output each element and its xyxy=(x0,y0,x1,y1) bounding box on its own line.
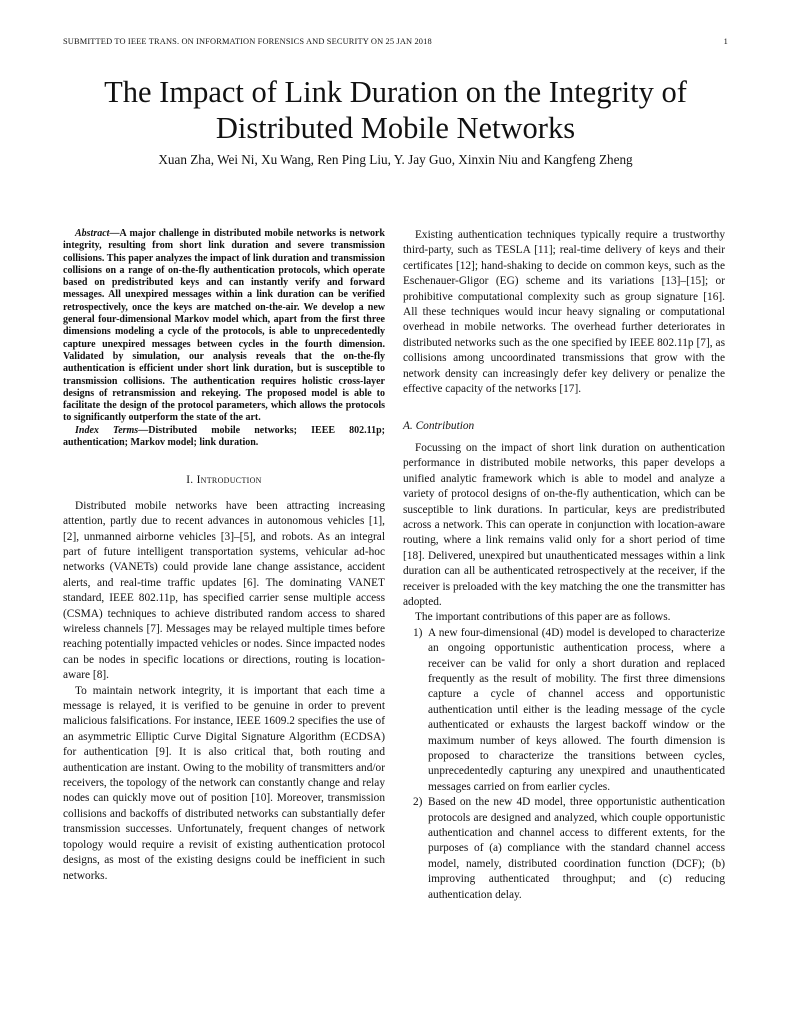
page-number: 1 xyxy=(723,37,728,46)
right-column xyxy=(403,228,725,903)
running-header xyxy=(63,37,728,46)
running-title: SUBMITTED TO IEEE TRANS. ON INFORMATION FORENSICS AND SECURITY ON 25 JAN 2018 xyxy=(63,37,432,46)
abstract xyxy=(63,228,385,425)
left-column xyxy=(63,228,385,884)
abstract-label: Abstract xyxy=(75,228,110,239)
contribution-list xyxy=(403,626,725,903)
paper-title-line-2: Distributed Mobile Networks xyxy=(215,111,576,145)
index-terms xyxy=(63,425,385,450)
list-item xyxy=(403,795,725,903)
paper-title-line-1: The Impact of Link Duration on the Integrity of xyxy=(104,75,687,109)
section-title: Introduction xyxy=(196,474,262,487)
abstract-text: —A major challenge in distributed mobile networks is network integrity, resulting from short link duration and severe transmission collisions. This paper analyzes the impact of link duration and transmission collisions on a range of on-the-fly authentication protocols, which operate based on predistributed keys and can instantly verify and forward messages. All unexpired messages within a link duration can be verified retrospectively, once the keys are matched on-the-air. We develop a new general four-dimensional Markov model which, apart from the first three dimensions modeling a cycle of the protocols, is able to unprecedentedly capture unexpired messages between cycles in the fourth dimension. Validated by simulation, our analysis reveals that the on-the-fly authentication is efficient under short link duration, but is susceptible to transmission collisions. The authentication requires holistic cross-layer designs of retransmission and rekeying. The proposed model is able to facilitate the design of the protocol parameters, which allows the protocols to significantly outperform the state of the art. xyxy=(63,228,385,424)
author-list: Xuan Zha, Wei Ni, Xu Wang, Ren Ping Liu, Y. Jay Guo, Xinxin Niu and Kangfeng Zheng xyxy=(158,152,633,167)
list-item-text: Based on the new 4D model, three opportunistic authentication protocols are designed and analyzed, which couple opportunistic authentication and channel access to different extents, for the purposes of (a) compliance with the standard channel access model, namely, distributed coordination function (DCF); (b) improving authenticated throughput; and (c) reducing authentication delay. xyxy=(428,796,725,901)
contribution-paragraph-1: Focussing on the impact of short link duration on authentication performance in distributed mobile networks, this paper develops a unified analytic framework which is able to model and analyze a variety of protocol designs of on-the-fly authentication, which can be susceptible to link durations. In particular, keys are predistributed across a network. This can operate in conjunction with location-aware routing, where a link remains valid only for a short period of time [18]. Delivered, unexpired but unauthenticated messages within a link duration can all be authenticated retrospectively at the receiver, if the receiver is preloaded with the key matching the one the transmitter has adopted. xyxy=(403,441,725,608)
list-item xyxy=(403,626,725,795)
paper-title xyxy=(40,74,751,146)
list-item-number: 2) xyxy=(413,796,423,809)
contribution-paragraph-2: The important contributions of this paper are as follows. xyxy=(415,611,671,624)
section-heading-introduction xyxy=(63,473,385,488)
intro-paragraph-3: Existing authentication techniques typically require a trustworthy third-party, such as TESLA [11]; real-time delivery of keys and their certificates [12]; hand-shaking to decide on common keys, such as the Eschenauer-Gligor (EG) scheme and its variations [13]–[15]; or prohibitive computational complexity such as group signature [16]. All these techniques would incur heavy signaling or computational overhead in mobile networks. The overhead further deteriorates in distributed networks such as the one specified by IEEE 802.11p [7], as collisions among uncoordinated transmissions that grow with the network density can increasingly defer key delivery or penalize the effective capacity of the networks [17]. xyxy=(403,229,725,396)
intro-paragraph-2: To maintain network integrity, it is important that each time a message is relayed, it is verified to be genuine in order to prevent malicious falsifications. For instance, IEEE 1609.2 specifies the use of an asymmetric Elliptic Curve Digital Signature Algorithm (ECDSA) for authentication [9]. It is also critical that, both routing and authentication are instant. Owing to the mobility of transmitters and/or receivers, the topology of the network can constantly change and relay nodes can quickly move out of position [10]. Moreover, transmission collisions and backoffs of distributed networks can substantially defer transmission successes. Unfortunately, frequent changes of network topology would require a revisit of existing authentication protocol designs, as most of the existing designs could be inefficient in such networks. xyxy=(63,684,385,882)
index-terms-label: Index Terms xyxy=(75,424,139,436)
list-item-text: A new four-dimensional (4D) model is developed to characterize an ongoing opportunistic authentication process, where a receiver can be valid for only a short duration and replaced frequently as the result of mobility. The first three dimensions capture a cycle of channel access and opportunistic authentication until either is the leading message of the cycle authenticated or exhausts the largest backoff window or the maximum number of keys allowed. The fourth dimension is proposed to characterize the transitions between cycles, unprecedentedly capturing any unexpired and unauthenticated messages carried on from earlier cycles. xyxy=(428,626,725,793)
intro-paragraph-1: Distributed mobile networks have been attracting increasing attention, partly due to recent advances in autonomous vehicles [1], [2], unmanned airborne vehicles [3]–[5], and robots. As an integral part of future intelligent transportation systems, vehicular ad-hoc networks (VANETs) could provide lane change assistance, accident alerts, and real-time traffic updates [6]. The dominating VANET standard, IEEE 802.11p, has specified carrier sense multiple access (CSMA) techniques to achieve distributed random access to shared wireless channels [7]. Messages may be relayed multiple times before reaching potentially impacted vehicles or nodes. Since impacted nodes can be nodes in specific locations or directions, routing is location-aware [8]. xyxy=(63,499,385,682)
list-item-number: 1) xyxy=(413,626,423,639)
subsection-heading-contribution: A. Contribution xyxy=(403,420,475,433)
section-numeral: I. xyxy=(186,474,194,487)
index-terms-text: —Distributed mobile networks; IEEE 802.11p; authentication; Markov model; link duration. xyxy=(63,424,385,449)
